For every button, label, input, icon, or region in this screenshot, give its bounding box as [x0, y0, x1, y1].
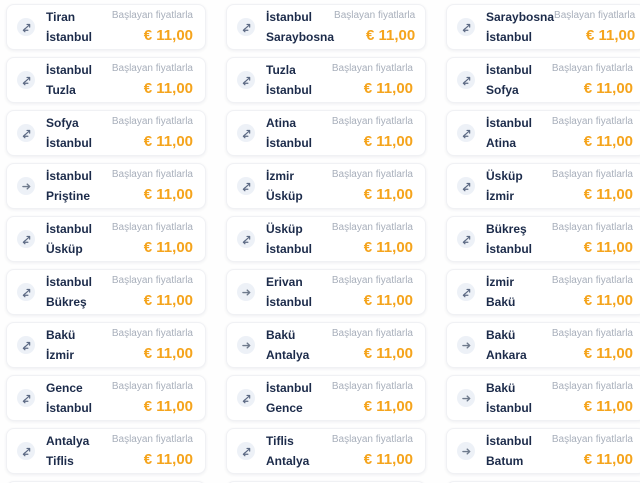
- price-block: [554, 11, 635, 43]
- flight-deal-card[interactable]: [226, 4, 426, 50]
- destination-city: Bakü: [486, 295, 516, 309]
- flight-deal-card[interactable]: [6, 375, 206, 421]
- transfer-route-icon: [237, 389, 255, 407]
- flight-deal-card[interactable]: [446, 4, 640, 50]
- route-cities: [46, 382, 92, 414]
- route-cities: [266, 223, 312, 255]
- route-cities: [486, 382, 532, 414]
- transfer-route-icon: [17, 336, 35, 354]
- starting-from-label: Başlayan fiyatlarla: [331, 381, 413, 392]
- starting-from-label: Başlayan fiyatlarla: [111, 10, 193, 21]
- price-block: [332, 329, 413, 361]
- origin-city: Tiflis: [266, 434, 294, 448]
- origin-city: İstanbul: [486, 63, 533, 77]
- starting-from-label: Başlayan fiyatlarla: [331, 116, 413, 127]
- destination-city: İstanbul: [46, 136, 93, 150]
- destination-city: İstanbul: [486, 30, 533, 44]
- price-value: € 11,00: [143, 133, 193, 150]
- origin-city: Üsküp: [266, 222, 303, 236]
- price-value: € 11,00: [583, 398, 633, 415]
- price-value: € 11,00: [583, 80, 633, 97]
- price-value: € 11,00: [143, 27, 193, 44]
- starting-from-label: Başlayan fiyatlarla: [111, 381, 193, 392]
- transfer-route-icon: [17, 18, 35, 36]
- destination-city: Batum: [486, 454, 524, 468]
- flight-deal-card[interactable]: [6, 163, 206, 209]
- transfer-route-icon: [17, 124, 35, 142]
- route-cities: [266, 329, 309, 361]
- destination-city: İzmir: [46, 348, 75, 362]
- route-cities: [266, 435, 309, 467]
- route-cities: [266, 382, 312, 414]
- origin-city: Bakü: [266, 328, 296, 342]
- origin-city: Bakü: [486, 328, 516, 342]
- transfer-route-icon: [17, 71, 35, 89]
- destination-city: İstanbul: [46, 401, 93, 415]
- destination-city: Bükreş: [46, 295, 87, 309]
- origin-city: İstanbul: [486, 116, 533, 130]
- transfer-route-icon: [17, 442, 35, 460]
- transfer-route-icon: [237, 177, 255, 195]
- price-value: € 11,00: [363, 345, 413, 362]
- price-value: € 11,00: [143, 186, 193, 203]
- direct-arrow-icon: [457, 389, 475, 407]
- price-block: [332, 64, 413, 96]
- direct-arrow-icon: [237, 283, 255, 301]
- flight-deal-card[interactable]: [6, 269, 206, 315]
- flight-deal-card[interactable]: [226, 428, 426, 474]
- price-block: [112, 223, 193, 255]
- origin-city: İstanbul: [266, 10, 313, 24]
- price-block: [332, 435, 413, 467]
- price-value: € 11,00: [363, 239, 413, 256]
- route-cities: [486, 170, 523, 202]
- destination-city: İstanbul: [266, 295, 313, 309]
- price-block: [112, 64, 193, 96]
- transfer-route-icon: [457, 71, 475, 89]
- price-value: € 11,00: [583, 133, 633, 150]
- price-block: [332, 117, 413, 149]
- destination-city: Üsküp: [266, 189, 303, 203]
- flight-deal-card[interactable]: [446, 322, 640, 368]
- price-value: € 11,00: [363, 186, 413, 203]
- starting-from-label: Başlayan fiyatlarla: [554, 10, 636, 21]
- flight-deal-card[interactable]: [6, 216, 206, 262]
- origin-city: Tuzla: [266, 63, 296, 77]
- route-cities: [46, 170, 92, 202]
- flight-deal-card[interactable]: [226, 269, 426, 315]
- price-block: [552, 435, 633, 467]
- price-block: [552, 276, 633, 308]
- flight-deal-card[interactable]: [226, 163, 426, 209]
- price-block: [552, 329, 633, 361]
- origin-city: İzmir: [266, 169, 295, 183]
- starting-from-label: Başlayan fiyatlarla: [551, 169, 633, 180]
- origin-city: Sofya: [46, 116, 79, 130]
- origin-city: Erivan: [266, 275, 303, 289]
- destination-city: İstanbul: [486, 242, 533, 256]
- transfer-route-icon: [17, 230, 35, 248]
- price-block: [112, 117, 193, 149]
- price-block: [112, 170, 193, 202]
- starting-from-label: Başlayan fiyatlarla: [331, 169, 413, 180]
- origin-city: Üsküp: [486, 169, 523, 183]
- starting-from-label: Başlayan fiyatlarla: [331, 434, 413, 445]
- origin-city: İzmir: [486, 275, 515, 289]
- starting-from-label: Başlayan fiyatlarla: [111, 275, 193, 286]
- destination-city: Üsküp: [46, 242, 83, 256]
- destination-city: İstanbul: [266, 136, 313, 150]
- price-block: [332, 276, 413, 308]
- transfer-route-icon: [457, 283, 475, 301]
- transfer-route-icon: [237, 71, 255, 89]
- starting-from-label: Başlayan fiyatlarla: [334, 10, 416, 21]
- transfer-route-icon: [457, 230, 475, 248]
- origin-city: Bükreş: [486, 222, 527, 236]
- direct-arrow-icon: [457, 336, 475, 354]
- destination-city: Antalya: [266, 454, 310, 468]
- route-cities: [46, 223, 92, 255]
- price-block: [112, 11, 193, 43]
- route-cities: [486, 329, 527, 361]
- flight-deal-card[interactable]: [446, 375, 640, 421]
- price-value: € 11,00: [583, 345, 633, 362]
- route-cities: [46, 329, 75, 361]
- destination-city: Tiflis: [46, 454, 74, 468]
- starting-from-label: Başlayan fiyatlarla: [551, 328, 633, 339]
- destination-city: İstanbul: [486, 401, 533, 415]
- destination-city: Antalya: [266, 348, 310, 362]
- flight-deal-card[interactable]: [226, 375, 426, 421]
- route-cities: [46, 435, 89, 467]
- flight-deal-card[interactable]: [446, 428, 640, 474]
- price-value: € 11,00: [583, 451, 633, 468]
- route-cities: [266, 170, 303, 202]
- origin-city: Saraybosna: [486, 10, 555, 24]
- price-value: € 11,00: [363, 451, 413, 468]
- origin-city: Antalya: [46, 434, 90, 448]
- route-cities: [46, 11, 92, 43]
- starting-from-label: Başlayan fiyatlarla: [551, 434, 633, 445]
- flight-deal-card[interactable]: [226, 216, 426, 262]
- destination-city: İzmir: [486, 189, 515, 203]
- direct-arrow-icon: [237, 336, 255, 354]
- price-block: [552, 223, 633, 255]
- route-cities: [486, 276, 515, 308]
- destination-city: Atina: [486, 136, 516, 150]
- price-value: € 11,00: [583, 186, 633, 203]
- destination-city: Saraybosna: [266, 30, 335, 44]
- route-cities: [486, 435, 532, 467]
- price-block: [112, 382, 193, 414]
- price-value: € 11,00: [143, 345, 193, 362]
- price-block: [332, 382, 413, 414]
- flight-deal-card[interactable]: [6, 428, 206, 474]
- flight-deal-card[interactable]: [226, 57, 426, 103]
- destination-city: İstanbul: [266, 83, 313, 97]
- starting-from-label: Başlayan fiyatlarla: [331, 63, 413, 74]
- price-value: € 11,00: [363, 133, 413, 150]
- price-block: [334, 11, 415, 43]
- route-cities: [46, 276, 92, 308]
- origin-city: İstanbul: [46, 169, 93, 183]
- destination-city: Priştine: [46, 189, 91, 203]
- flight-deal-card[interactable]: [446, 57, 640, 103]
- price-value: € 11,00: [143, 398, 193, 415]
- transfer-route-icon: [457, 124, 475, 142]
- price-block: [552, 64, 633, 96]
- origin-city: Tiran: [46, 10, 76, 24]
- destination-city: Tuzla: [46, 83, 76, 97]
- flight-deal-card[interactable]: [446, 269, 640, 315]
- destination-city: Ankara: [486, 348, 527, 362]
- route-cities: [486, 223, 532, 255]
- starting-from-label: Başlayan fiyatlarla: [111, 169, 193, 180]
- price-block: [112, 276, 193, 308]
- route-cities: [46, 64, 92, 96]
- price-value: € 11,00: [143, 451, 193, 468]
- route-cities: [266, 11, 334, 43]
- price-value: € 11,00: [585, 27, 636, 44]
- price-value: € 11,00: [583, 292, 633, 309]
- starting-from-label: Başlayan fiyatlarla: [331, 328, 413, 339]
- origin-city: İstanbul: [46, 275, 93, 289]
- starting-from-label: Başlayan fiyatlarla: [111, 63, 193, 74]
- origin-city: İstanbul: [266, 381, 313, 395]
- route-cities: [266, 64, 312, 96]
- flight-deal-card[interactable]: [446, 110, 640, 156]
- route-cities: [46, 117, 92, 149]
- origin-city: Bakü: [46, 328, 76, 342]
- starting-from-label: Başlayan fiyatlarla: [111, 222, 193, 233]
- starting-from-label: Başlayan fiyatlarla: [551, 275, 633, 286]
- route-cities: [486, 11, 554, 43]
- flight-deal-card[interactable]: [6, 322, 206, 368]
- starting-from-label: Başlayan fiyatlarla: [551, 381, 633, 392]
- flight-deal-card[interactable]: [6, 4, 206, 50]
- destination-city: İstanbul: [46, 30, 93, 44]
- starting-from-label: Başlayan fiyatlarla: [551, 222, 633, 233]
- transfer-route-icon: [237, 230, 255, 248]
- direct-arrow-icon: [457, 442, 475, 460]
- flight-deal-card[interactable]: [446, 216, 640, 262]
- transfer-route-icon: [237, 124, 255, 142]
- starting-from-label: Başlayan fiyatlarla: [111, 328, 193, 339]
- price-block: [332, 170, 413, 202]
- price-value: € 11,00: [363, 80, 413, 97]
- transfer-route-icon: [17, 389, 35, 407]
- transfer-route-icon: [237, 442, 255, 460]
- route-cities: [486, 64, 532, 96]
- price-block: [332, 223, 413, 255]
- flight-deal-card[interactable]: [6, 110, 206, 156]
- origin-city: Bakü: [486, 381, 516, 395]
- direct-arrow-icon: [17, 177, 35, 195]
- price-value: € 11,00: [143, 80, 193, 97]
- starting-from-label: Başlayan fiyatlarla: [111, 434, 193, 445]
- starting-from-label: Başlayan fiyatlarla: [331, 222, 413, 233]
- price-value: € 11,00: [143, 239, 193, 256]
- flight-deal-card[interactable]: [226, 110, 426, 156]
- price-block: [112, 435, 193, 467]
- flight-deal-card[interactable]: [6, 57, 206, 103]
- origin-city: İstanbul: [46, 63, 93, 77]
- origin-city: İstanbul: [486, 434, 533, 448]
- starting-from-label: Başlayan fiyatlarla: [551, 116, 633, 127]
- origin-city: Gence: [46, 381, 83, 395]
- price-value: € 11,00: [363, 292, 413, 309]
- flight-deal-card[interactable]: [446, 163, 640, 209]
- transfer-route-icon: [457, 18, 475, 36]
- price-block: [552, 117, 633, 149]
- route-cities: [486, 117, 532, 149]
- price-value: € 11,00: [363, 398, 413, 415]
- price-value: € 11,00: [583, 239, 633, 256]
- origin-city: Atina: [266, 116, 296, 130]
- price-value: € 11,00: [143, 292, 193, 309]
- transfer-route-icon: [237, 18, 255, 36]
- flight-deal-card[interactable]: [226, 322, 426, 368]
- price-block: [552, 170, 633, 202]
- price-block: [112, 329, 193, 361]
- destination-city: İstanbul: [266, 242, 313, 256]
- price-value: € 11,00: [365, 27, 416, 44]
- transfer-route-icon: [17, 283, 35, 301]
- destination-city: Sofya: [486, 83, 519, 97]
- price-block: [552, 382, 633, 414]
- starting-from-label: Başlayan fiyatlarla: [551, 63, 633, 74]
- route-cities: [266, 276, 312, 308]
- transfer-route-icon: [457, 177, 475, 195]
- starting-from-label: Başlayan fiyatlarla: [111, 116, 193, 127]
- route-cities: [266, 117, 312, 149]
- origin-city: İstanbul: [46, 222, 93, 236]
- destination-city: Gence: [266, 401, 303, 415]
- starting-from-label: Başlayan fiyatlarla: [331, 275, 413, 286]
